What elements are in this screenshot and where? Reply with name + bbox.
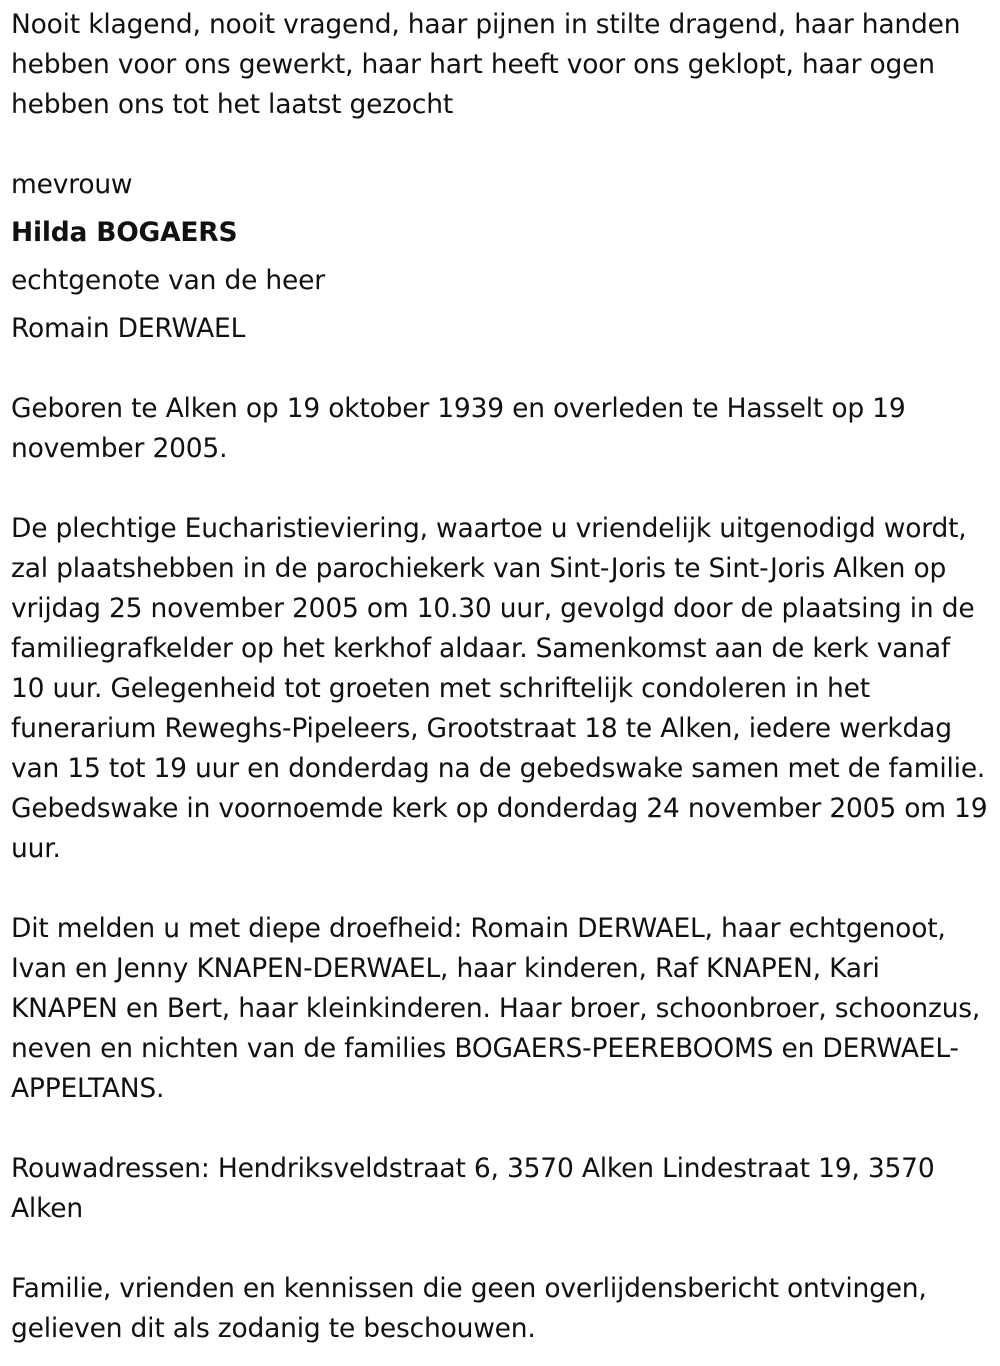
addresses-paragraph: Rouwadressen: Hendriksveldstraat 6, 3570 Alken Lindestraat 19, 3570 Alken xyxy=(11,1153,935,1224)
deceased-name: Hilda BOGAERS xyxy=(11,217,238,248)
honorific: mevrouw xyxy=(11,169,133,200)
closing-paragraph: Familie, vrienden en kennissen die geen overlijdensbericht ontvingen, gelieven dit als zodanig te beschouwen. xyxy=(11,1273,927,1344)
spacer xyxy=(11,125,988,165)
spacer xyxy=(11,1109,988,1149)
announcement-paragraph: Dit melden u met diepe droefheid: Romain DERWAEL, haar echtgenoot, Ivan en Jenny KNAPEN-DERWAEL, haar kinderen, Raf KNAPEN, Kari KNAPEN en Bert, haar kleinkinderen. Haar broer, schoonbroer, schoonzus, neven en nichten van de families BOGAERS-PEEREBOOMS en DERWAEL-APPELTANS. xyxy=(11,913,981,1104)
birth-death-paragraph: Geboren te Alken op 19 oktober 1939 en overleden te Hasselt op 19 november 2005. xyxy=(11,393,906,464)
spacer xyxy=(11,1229,988,1269)
spouse-intro: echtgenote van de heer xyxy=(11,265,325,296)
spacer xyxy=(11,349,988,389)
spouse-name: Romain DERWAEL xyxy=(11,313,246,344)
ceremony-paragraph: De plechtige Eucharistieviering, waartoe u vriendelijk uitgenodigd wordt, zal plaatshebben in de parochiekerk van Sint-Joris te Sint-Joris Alken op vrijdag 25 november 2005 om 10.30 uur, gevolgd door de plaatsing in de familiegrafkelder op het kerkhof aldaar. Samenkomst aan de kerk vanaf 10 uur. Gelegenheid tot groeten met schriftelijk condoleren in het funerarium Reweghs-Pipeleers, Grootstraat 18 te Alken, iedere werkdag van 15 tot 19 uur en donderdag na de gebedswake samen met de familie. Gebedswake in voornoemde kerk op donderdag 24 november 2005 om 19 uur. xyxy=(11,513,988,864)
motto-paragraph: Nooit klagend, nooit vragend, haar pijnen in stilte dragend, haar handen hebben voor ons gewerkt, haar hart heeft voor ons geklopt, haar ogen hebben ons tot het laatst gezocht xyxy=(11,9,961,120)
spacer xyxy=(11,869,988,909)
spacer xyxy=(11,469,988,509)
